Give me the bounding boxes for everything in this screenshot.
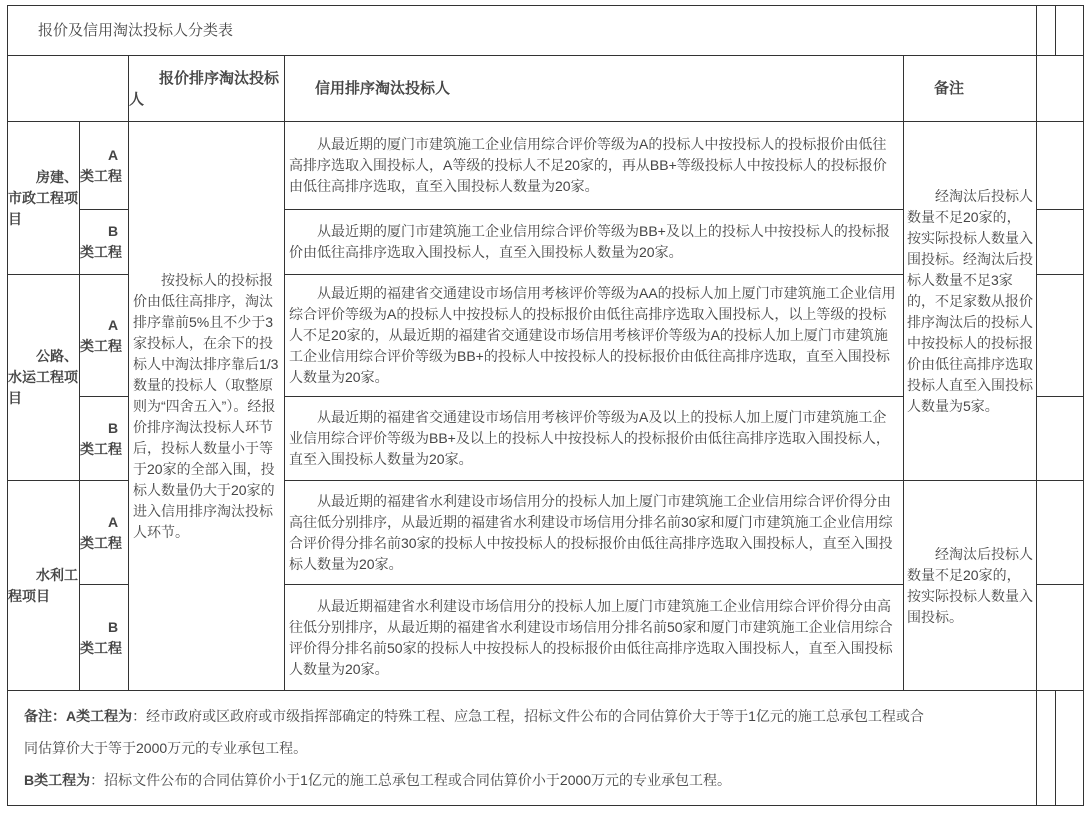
- class-cell-b: [80, 585, 129, 691]
- credit-rule-cell: [285, 585, 904, 691]
- credit-rule-text: 从最近期福建省水利建设市场信用分的投标人加上厦门市建筑施工企业信用综合评价得分由高往低分别排序，从最近期的福建省水利建设市场信用分排名前50家和厦门市建筑施工企业信用综合评价得分排名前50家的投标人中按投标人的投标报价由低往高排序选取入围投标人，直至入围投标人数量为20家。: [289, 597, 893, 677]
- col-header-price-elimination: [129, 56, 285, 122]
- footer-line2-text: 同估算价大于等于2000万元的专业承包工程。: [24, 740, 308, 756]
- category-cell-water-conservancy: [8, 481, 80, 691]
- edge-cell: [1037, 481, 1084, 585]
- col-header-remark-label: 备注: [934, 80, 965, 97]
- col-header-price-label: 报价排序淘汰投标人: [129, 69, 280, 108]
- page-title: 报价及信用淘汰投标人分类表: [38, 22, 234, 39]
- empty-cell: [1037, 56, 1084, 122]
- col-header-credit-elimination: [285, 56, 904, 122]
- classification-table: [7, 5, 1084, 806]
- footer-note-cell: [8, 691, 1037, 806]
- footer-line1-bold: 备注：A类工程为: [24, 708, 133, 724]
- footer-line3-bold: B类工程为: [24, 772, 91, 788]
- class-label: A类工程: [80, 146, 122, 184]
- credit-rule-cell: [285, 210, 904, 275]
- credit-rule-text: 从最近期的福建省交通建设市场信用考核评价等级为A及以上的投标人加上厦门市建筑施工企业信用综合评价等级为BB+及以上的投标人中按投标人的投标报价由低往高排序选取入围投标人，直至入围投标人数量为20家。: [289, 409, 890, 467]
- credit-rule-text: 从最近期的厦门市建筑施工企业信用综合评价等级为A的投标人中按投标人的投标报价由低往高排序选取入围投标人，A等级的投标人不足20家的，再从BB+等级投标人中按投标人的投标报价由低往高排序选取，直至入围投标人数量为20家。: [289, 136, 887, 194]
- footer-line-2: [24, 732, 1026, 764]
- category-label: 公路、水运工程项目: [8, 348, 78, 406]
- class-label: A类工程: [80, 513, 122, 551]
- class-cell-a: [80, 481, 129, 585]
- class-cell-a: [80, 122, 129, 210]
- category-cell-housing-municipal: [8, 122, 80, 275]
- credit-rule-cell: [285, 275, 904, 397]
- edge-cell: [1037, 397, 1084, 481]
- remark-cell-2: [904, 481, 1037, 691]
- footer-line1-text: ：经市政府或区政府或市级指挥部确定的特殊工程、应急工程，招标文件公布的合同估算价大于等于1亿元的施工总承包工程或合: [132, 708, 924, 724]
- table-title-cell: [8, 6, 1037, 56]
- empty-cell: [1056, 691, 1084, 806]
- credit-rule-cell: [285, 122, 904, 210]
- class-cell-b: [80, 397, 129, 481]
- class-label: B类工程: [80, 419, 122, 457]
- credit-rule-cell: [285, 481, 904, 585]
- class-label: B类工程: [80, 223, 122, 260]
- price-rule-text: 按投标人的投标报价由低往高排序，淘汰排序靠前5%且不少于3家投标人，在余下的投标人中淘汰排序靠后1/3数量的投标人（取整原则为“四舍五入”）。经报价排序淘汰投标人环节后，投标人数量小于等于20家的全部入围，投标人数量仍大于20家的进入信用排序淘汰投标人环节。: [133, 271, 279, 540]
- empty-cell: [1056, 6, 1084, 56]
- remark-text: 经淘汰后投标人数量不足20家的，按实际投标人数量入围投标。: [907, 545, 1033, 625]
- remark-cell-1: [904, 122, 1037, 481]
- edge-cell: [1037, 122, 1084, 210]
- credit-rule-cell: [285, 397, 904, 481]
- category-label: 水利工程项目: [8, 566, 78, 604]
- price-rule-cell: [129, 122, 285, 691]
- category-cell-highway-waterway: [8, 275, 80, 481]
- edge-cell: [1037, 585, 1084, 691]
- empty-cell: [1037, 691, 1056, 806]
- edge-cell: [1037, 275, 1084, 397]
- credit-rule-text: 从最近期的厦门市建筑施工企业信用综合评价等级为BB+及以上的投标人中按投标人的投标报价由低往高排序选取入围投标人，直至入围投标人数量为20家。: [289, 223, 890, 260]
- empty-header-cell: [8, 56, 129, 122]
- footer-line3-text: ：招标文件公布的合同估算价小于1亿元的施工总承包工程或合同估算价小于2000万元的专业承包工程。: [90, 772, 732, 788]
- edge-cell: [1037, 210, 1084, 275]
- col-header-credit-label: 信用排序淘汰投标人: [315, 80, 451, 97]
- category-label: 房建、市政工程项目: [8, 168, 78, 227]
- class-label: B类工程: [80, 618, 122, 656]
- credit-rule-text: 从最近期的福建省交通建设市场信用考核评价等级为AA的投标人加上厦门市建筑施工企业信用综合评价等级为A的投标人中按投标人的投标报价由低往高排序选取入围投标人，以上等级的投标人不足20家的，从最近期的福建省交通建设市场信用考核评价等级为A的投标人加上厦门市建筑施工企业信用综合评价等级为BB+的投标人中按投标人的投标报价由低往高排序选取，直至入围投标人数量为20家。: [289, 285, 896, 385]
- class-cell-a: [80, 275, 129, 397]
- class-cell-b: [80, 210, 129, 275]
- footer-line-1: [24, 700, 1026, 732]
- col-header-remark: [904, 56, 1037, 122]
- remark-text: 经淘汰后投标人数量不足20家的，按实际投标人数量入围投标。经淘汰后投标人数量不足3家的，不足家数从报价排序淘汰后的投标人中按投标人的投标报价由低往高排序选取投标人直至入围投标人数量为5家。: [907, 187, 1033, 414]
- class-label: A类工程: [80, 316, 122, 354]
- footer-line-3: [24, 764, 1026, 796]
- credit-rule-text: 从最近期的福建省水利建设市场信用分的投标人加上厦门市建筑施工企业信用综合评价得分由高往低分别排序，从最近期的福建省水利建设市场信用分排名前30家和厦门市建筑施工企业信用综合评价得分排名前30家的投标人中按投标人的投标报价由低往高排序选取入围投标人，直至入围投标人数量为20家。: [289, 492, 893, 572]
- empty-cell: [1037, 6, 1056, 56]
